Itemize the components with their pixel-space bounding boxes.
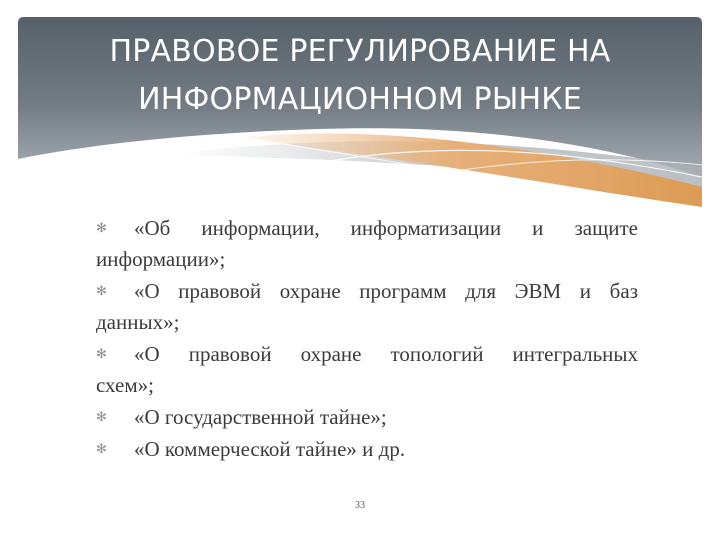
page-number: 33	[355, 500, 365, 511]
asterisk-bullet-icon: ✻	[96, 442, 107, 457]
list-item-text: «О правовой охране программ для ЭВМ и баз	[134, 279, 638, 303]
slide-title-line-1: ПРАВОВОЕ РЕГУЛИРОВАНИЕ НА	[109, 34, 611, 69]
list-item-text: «О государственной тайне»;	[134, 405, 387, 429]
list-item-text-continued: данных»;	[96, 310, 180, 334]
list-item	[96, 434, 638, 465]
asterisk-bullet-icon: ✻	[96, 284, 107, 299]
asterisk-bullet-icon: ✻	[96, 347, 107, 362]
asterisk-bullet-icon: ✻	[96, 410, 107, 425]
list-item	[96, 276, 638, 338]
list-item-text: «Об информации, информатизации и защите	[134, 216, 638, 240]
list-item-text: «О коммерческой тайне» и др.	[134, 437, 406, 461]
list-item-text: «О правовой охране топологий интегральных	[134, 342, 638, 366]
list-item-text-continued: схем»;	[96, 373, 154, 397]
bullet-list	[96, 213, 638, 466]
list-item	[96, 402, 638, 433]
asterisk-bullet-icon: ✻	[96, 221, 107, 236]
list-item-text-continued: информации»;	[96, 247, 226, 271]
list-item	[96, 213, 638, 275]
slide-title	[18, 28, 702, 124]
slide-title-line-2: ИНФОРМАЦИОННОМ РЫНКЕ	[138, 82, 582, 117]
list-item	[96, 339, 638, 401]
